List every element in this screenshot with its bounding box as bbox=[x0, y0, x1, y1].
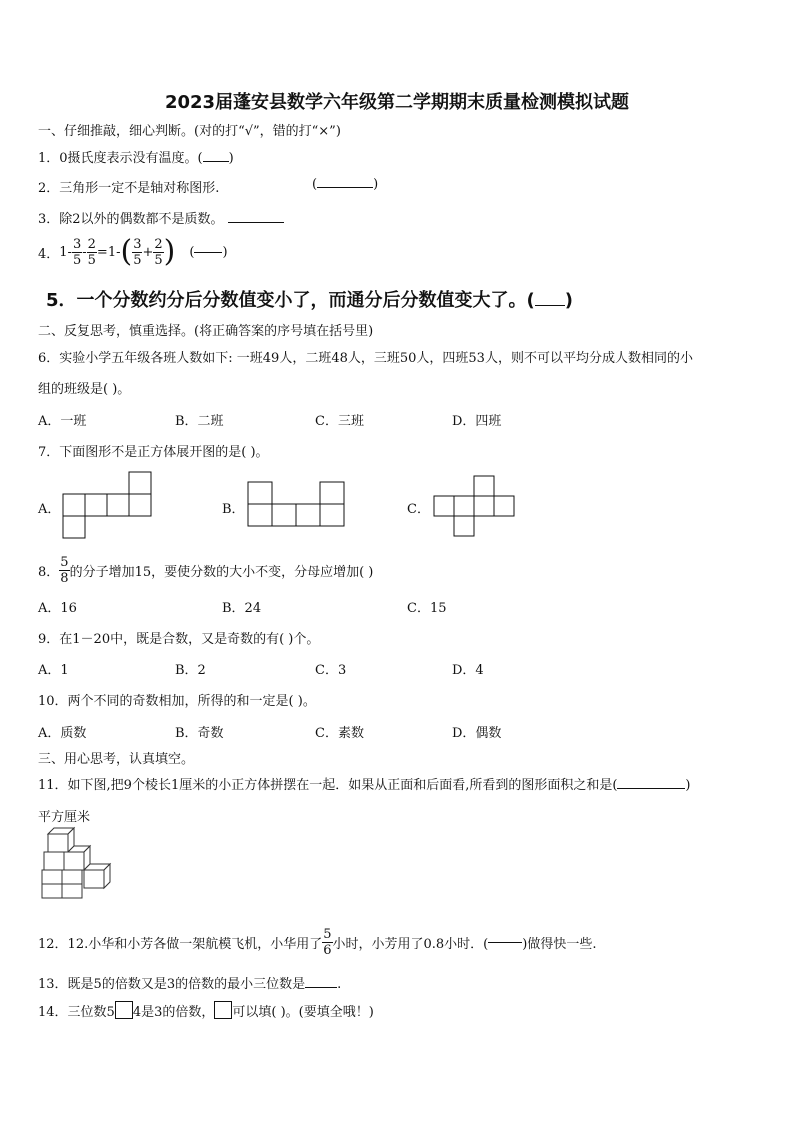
question-4-open: ( bbox=[189, 244, 195, 260]
question-2 bbox=[38, 177, 219, 196]
plus-sign: + bbox=[142, 244, 154, 260]
option-c[interactable]: C．15 bbox=[407, 601, 447, 616]
question-9: 9．在1－20中，既是合数，又是奇数的有( )个。 bbox=[38, 632, 320, 647]
question-13-end: . bbox=[337, 977, 342, 992]
section-2-heading: 二、反复思考，慎重选择。(将正确答案的序号填在括号里) bbox=[38, 324, 374, 339]
question-2-close: ) bbox=[373, 177, 379, 192]
question-5-close: ) bbox=[564, 290, 573, 311]
option-a[interactable]: A．16 bbox=[38, 601, 77, 616]
left-paren: ( bbox=[120, 234, 133, 269]
question-4-term: 1- bbox=[59, 244, 72, 260]
answer-blank-5[interactable] bbox=[535, 305, 565, 306]
denominator: 5 bbox=[154, 252, 163, 268]
question-14-text-b: 4是3的倍数， bbox=[132, 1004, 215, 1020]
question-5-text: 5．一个分数约分后分数值变小了，而通分后分数值变大了。( bbox=[46, 290, 535, 311]
question-14-text-a: 14．三位数5 bbox=[38, 1004, 115, 1020]
option-d[interactable]: D．四班 bbox=[452, 414, 502, 429]
question-14-text-c: 可以填( )。(要填全哦！) bbox=[232, 1004, 374, 1020]
question-13 bbox=[38, 973, 341, 992]
question-3-text: 3．除2以外的偶数都不是质数。 bbox=[38, 212, 224, 227]
fraction bbox=[87, 238, 97, 267]
fraction bbox=[132, 238, 142, 267]
numerator: 5 bbox=[323, 926, 332, 942]
question-11-close: ) bbox=[685, 778, 691, 793]
minus-sign: - bbox=[82, 244, 87, 260]
question-11-unit: 平方厘米 bbox=[38, 810, 91, 825]
question-2-answer bbox=[312, 177, 378, 192]
answer-blank-3[interactable] bbox=[228, 222, 284, 223]
option-a[interactable]: A． bbox=[38, 502, 61, 517]
question-8 bbox=[38, 553, 373, 587]
question-11-text: 11．如下图,把9个棱长1厘米的小正方体拼摆在一起．如果从正面和后面看,所看到的图形面积之和是( bbox=[38, 778, 618, 793]
question-6-line2: 组的班级是( )。 bbox=[38, 382, 131, 397]
numerator: 3 bbox=[133, 236, 142, 252]
denominator: 5 bbox=[72, 252, 82, 268]
option-d[interactable]: D．4 bbox=[452, 663, 484, 678]
right-paren: ) bbox=[163, 234, 176, 269]
numerator: 2 bbox=[87, 236, 96, 252]
option-c[interactable]: C．3 bbox=[315, 663, 347, 678]
section-3-heading: 三、用心思考，认真填空。 bbox=[38, 752, 195, 767]
equals-one-minus: =1- bbox=[96, 244, 121, 260]
answer-blank-1[interactable] bbox=[203, 161, 229, 162]
answer-blank-11[interactable] bbox=[617, 788, 685, 789]
denominator: 5 bbox=[133, 252, 142, 268]
question-12-text: 12．12.小华和小芳各做一架航模飞机，小华用了 bbox=[38, 936, 323, 952]
option-b[interactable]: B．奇数 bbox=[175, 726, 224, 741]
option-b[interactable]: B．2 bbox=[175, 663, 206, 678]
option-c[interactable]: C．三班 bbox=[315, 414, 364, 429]
numerator: 2 bbox=[154, 236, 163, 252]
question-12-end: )做得快一些. bbox=[522, 936, 597, 952]
question-4 bbox=[38, 234, 228, 270]
numerator: 5 bbox=[60, 554, 69, 570]
question-6-line1: 6．实验小学五年级各班人数如下: 一班49人，二班48人，三班50人，四班53人，则不可以平均分成人数相同的小 bbox=[38, 351, 693, 366]
cube-net-b bbox=[248, 482, 348, 530]
denominator: 8 bbox=[60, 570, 69, 586]
question-1 bbox=[38, 147, 234, 166]
option-a[interactable]: A．1 bbox=[38, 663, 69, 678]
fraction bbox=[153, 238, 163, 267]
cube-net-c bbox=[434, 476, 520, 538]
fraction bbox=[59, 556, 69, 585]
question-8-number: 8． bbox=[38, 564, 60, 580]
question-14 bbox=[38, 1000, 374, 1020]
numerator: 3 bbox=[72, 236, 82, 252]
answer-blank-2[interactable] bbox=[317, 187, 373, 188]
question-10: 10．两个不同的奇数相加，所得的和一定是( )。 bbox=[38, 694, 316, 709]
cube-stack-figure bbox=[40, 828, 114, 902]
option-a[interactable]: A．质数 bbox=[38, 726, 87, 741]
answer-blank-13[interactable] bbox=[305, 987, 337, 988]
digit-box[interactable] bbox=[115, 1001, 133, 1019]
fraction bbox=[322, 928, 332, 957]
option-c[interactable]: C． bbox=[407, 502, 430, 517]
question-7: 7．下面图形不是正方体展开图的是( )。 bbox=[38, 445, 269, 460]
question-4-close: ) bbox=[222, 244, 228, 260]
answer-blank-12[interactable] bbox=[488, 942, 522, 943]
fraction bbox=[72, 238, 82, 267]
question-12-mid: 小时，小芳用了0.8小时．( bbox=[332, 936, 489, 952]
question-4-number: 4． bbox=[38, 246, 60, 262]
cube-net-a bbox=[63, 472, 155, 540]
page-title: 2023届蓬安县数学六年级第二学期期末质量检测模拟试题 bbox=[164, 92, 630, 113]
question-8-text: 的分子增加15，要使分数的大小不变，分母应增加( ) bbox=[69, 564, 374, 580]
question-3 bbox=[38, 208, 284, 227]
option-a[interactable]: A．一班 bbox=[38, 414, 87, 429]
denominator: 6 bbox=[323, 942, 332, 958]
option-d[interactable]: D．偶数 bbox=[452, 726, 502, 741]
question-1-text: 1．0摄氏度表示没有温度。( bbox=[38, 151, 203, 166]
option-b[interactable]: B．二班 bbox=[175, 414, 224, 429]
denominator: 5 bbox=[87, 252, 96, 268]
option-c[interactable]: C．素数 bbox=[315, 726, 364, 741]
answer-blank-4[interactable] bbox=[194, 252, 222, 253]
question-12 bbox=[38, 922, 596, 962]
question-13-text: 13．既是5的倍数又是3的倍数的最小三位数是 bbox=[38, 977, 306, 992]
option-b[interactable]: B．24 bbox=[222, 601, 262, 616]
question-2-open: ( bbox=[312, 177, 318, 192]
question-1-close: ) bbox=[228, 151, 234, 166]
digit-box[interactable] bbox=[214, 1001, 232, 1019]
option-b[interactable]: B． bbox=[222, 502, 245, 517]
question-5 bbox=[46, 286, 573, 312]
question-2-text: 2．三角形一定不是轴对称图形. bbox=[38, 181, 220, 196]
question-11 bbox=[38, 774, 691, 793]
section-1-heading: 一、仔细推敲，细心判断。(对的打“√”，错的打“×”) bbox=[38, 124, 341, 139]
